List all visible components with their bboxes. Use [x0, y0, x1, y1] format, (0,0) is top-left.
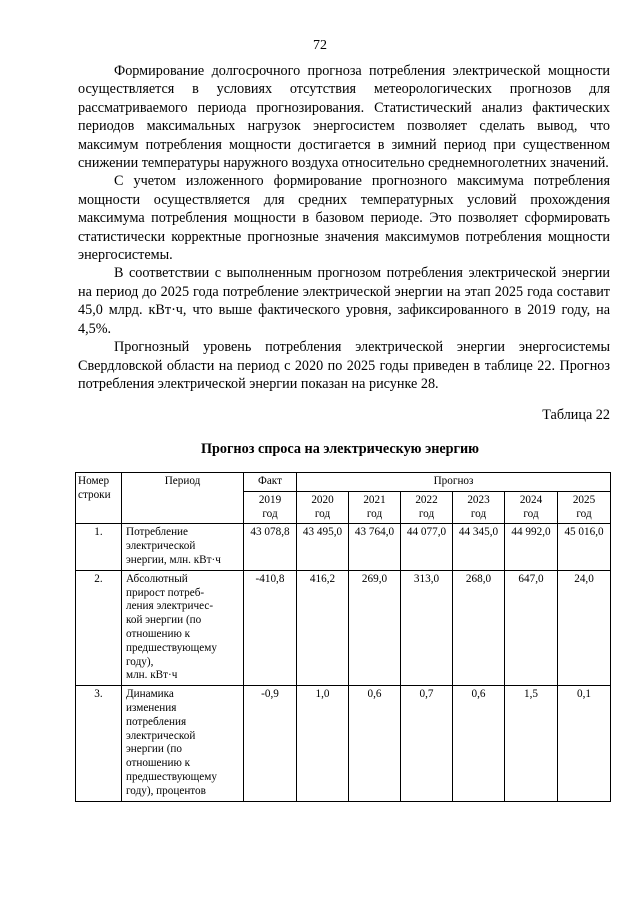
value-cell: 416,2	[297, 570, 349, 685]
value-cell: 0,6	[349, 686, 401, 801]
paragraph-2: С учетом изложенного формирование прогнозного максимума потребления мощности осуществляется для средних температурных условий прохождения максимума потребления мощности в базовом периоде. Это позволяет сформировать статистически корректные прогнозные значения максимумов потребления мощности энергосистемы.	[78, 173, 610, 264]
paragraph-3: В соответствии с выполненным прогнозом потребления электрической энергии на период до 2025 года потребление электрической энергии на этап 2025 года составит 45,0 млрд. кВт·ч, что выше фактического уровня, зафиксированного в 2019 году, на 4,5%.	[78, 265, 610, 337]
table-row	[76, 570, 611, 685]
page-number: 72	[313, 38, 327, 53]
value-cell: 43 764,0	[349, 524, 401, 570]
row-label: Абсолютный прирост потреб- ления электричес- кой энергии (по отношению к предшествующему году), млн. кВт·ч	[122, 570, 244, 685]
value-cell: 44 077,0	[401, 524, 453, 570]
row-number: 1.	[76, 524, 122, 570]
header-row-number: Номер строки	[76, 473, 122, 524]
row-number: 2.	[76, 570, 122, 685]
value-cell: -0,9	[244, 686, 297, 801]
value-cell: 44 345,0	[453, 524, 505, 570]
value-cell: 1,5	[505, 686, 558, 801]
value-cell: 24,0	[558, 570, 611, 685]
value-cell: 269,0	[349, 570, 401, 685]
value-cell: 0,7	[401, 686, 453, 801]
header-year: 2022 год	[401, 491, 453, 524]
value-cell: 1,0	[297, 686, 349, 801]
header-year: 2023 год	[453, 491, 505, 524]
header-year: 2019 год	[244, 491, 297, 524]
header-fact: Факт	[244, 473, 297, 492]
value-cell: 43 078,8	[244, 524, 297, 570]
table-row	[76, 686, 611, 801]
row-number: 3.	[76, 686, 122, 801]
header-year: 2024 год	[505, 491, 558, 524]
value-cell: 0,6	[453, 686, 505, 801]
value-cell: 647,0	[505, 570, 558, 685]
body-text	[78, 62, 610, 393]
table-title: Прогноз спроса на электрическую энергию	[200, 441, 480, 457]
paragraph-4: Прогнозный уровень потребления электрической энергии энергосистемы Свердловской области на период с 2020 по 2025 годы приведен в таблице 22. Прогноз потребления электрической энергии показан на рисунке 28.	[78, 339, 610, 392]
value-cell: -410,8	[244, 570, 297, 685]
row-label: Динамика изменения потребления электрической энергии (по отношению к предшествующему году), процентов	[122, 686, 244, 801]
forecast-table	[75, 472, 611, 802]
header-year: 2021 год	[349, 491, 401, 524]
value-cell: 0,1	[558, 686, 611, 801]
header-row-1	[76, 473, 611, 492]
table-row	[76, 524, 611, 570]
value-cell: 44 992,0	[505, 524, 558, 570]
table-label: Таблица 22	[542, 407, 610, 423]
value-cell: 268,0	[453, 570, 505, 685]
value-cell: 313,0	[401, 570, 453, 685]
value-cell: 43 495,0	[297, 524, 349, 570]
row-label: Потребление электрической энергии, млн. кВт·ч	[122, 524, 244, 570]
header-year: 2025 год	[558, 491, 611, 524]
header-forecast: Прогноз	[297, 473, 611, 492]
paragraph-1: Формирование долгосрочного прогноза потребления электрической мощности осуществляется в условиях отсутствия метеорологических прогнозов для рассматриваемого периода прогнозирования. Статистический анализ фактических периодов максимальных нагрузок энергосистем позволяет сделать вывод, что максимум потребления мощности достигается в зимний период при существенном снижении температуры наружного воздуха относительно среднемноголетних значений.	[78, 63, 610, 172]
header-period: Период	[122, 473, 244, 524]
value-cell: 45 016,0	[558, 524, 611, 570]
header-year: 2020 год	[297, 491, 349, 524]
